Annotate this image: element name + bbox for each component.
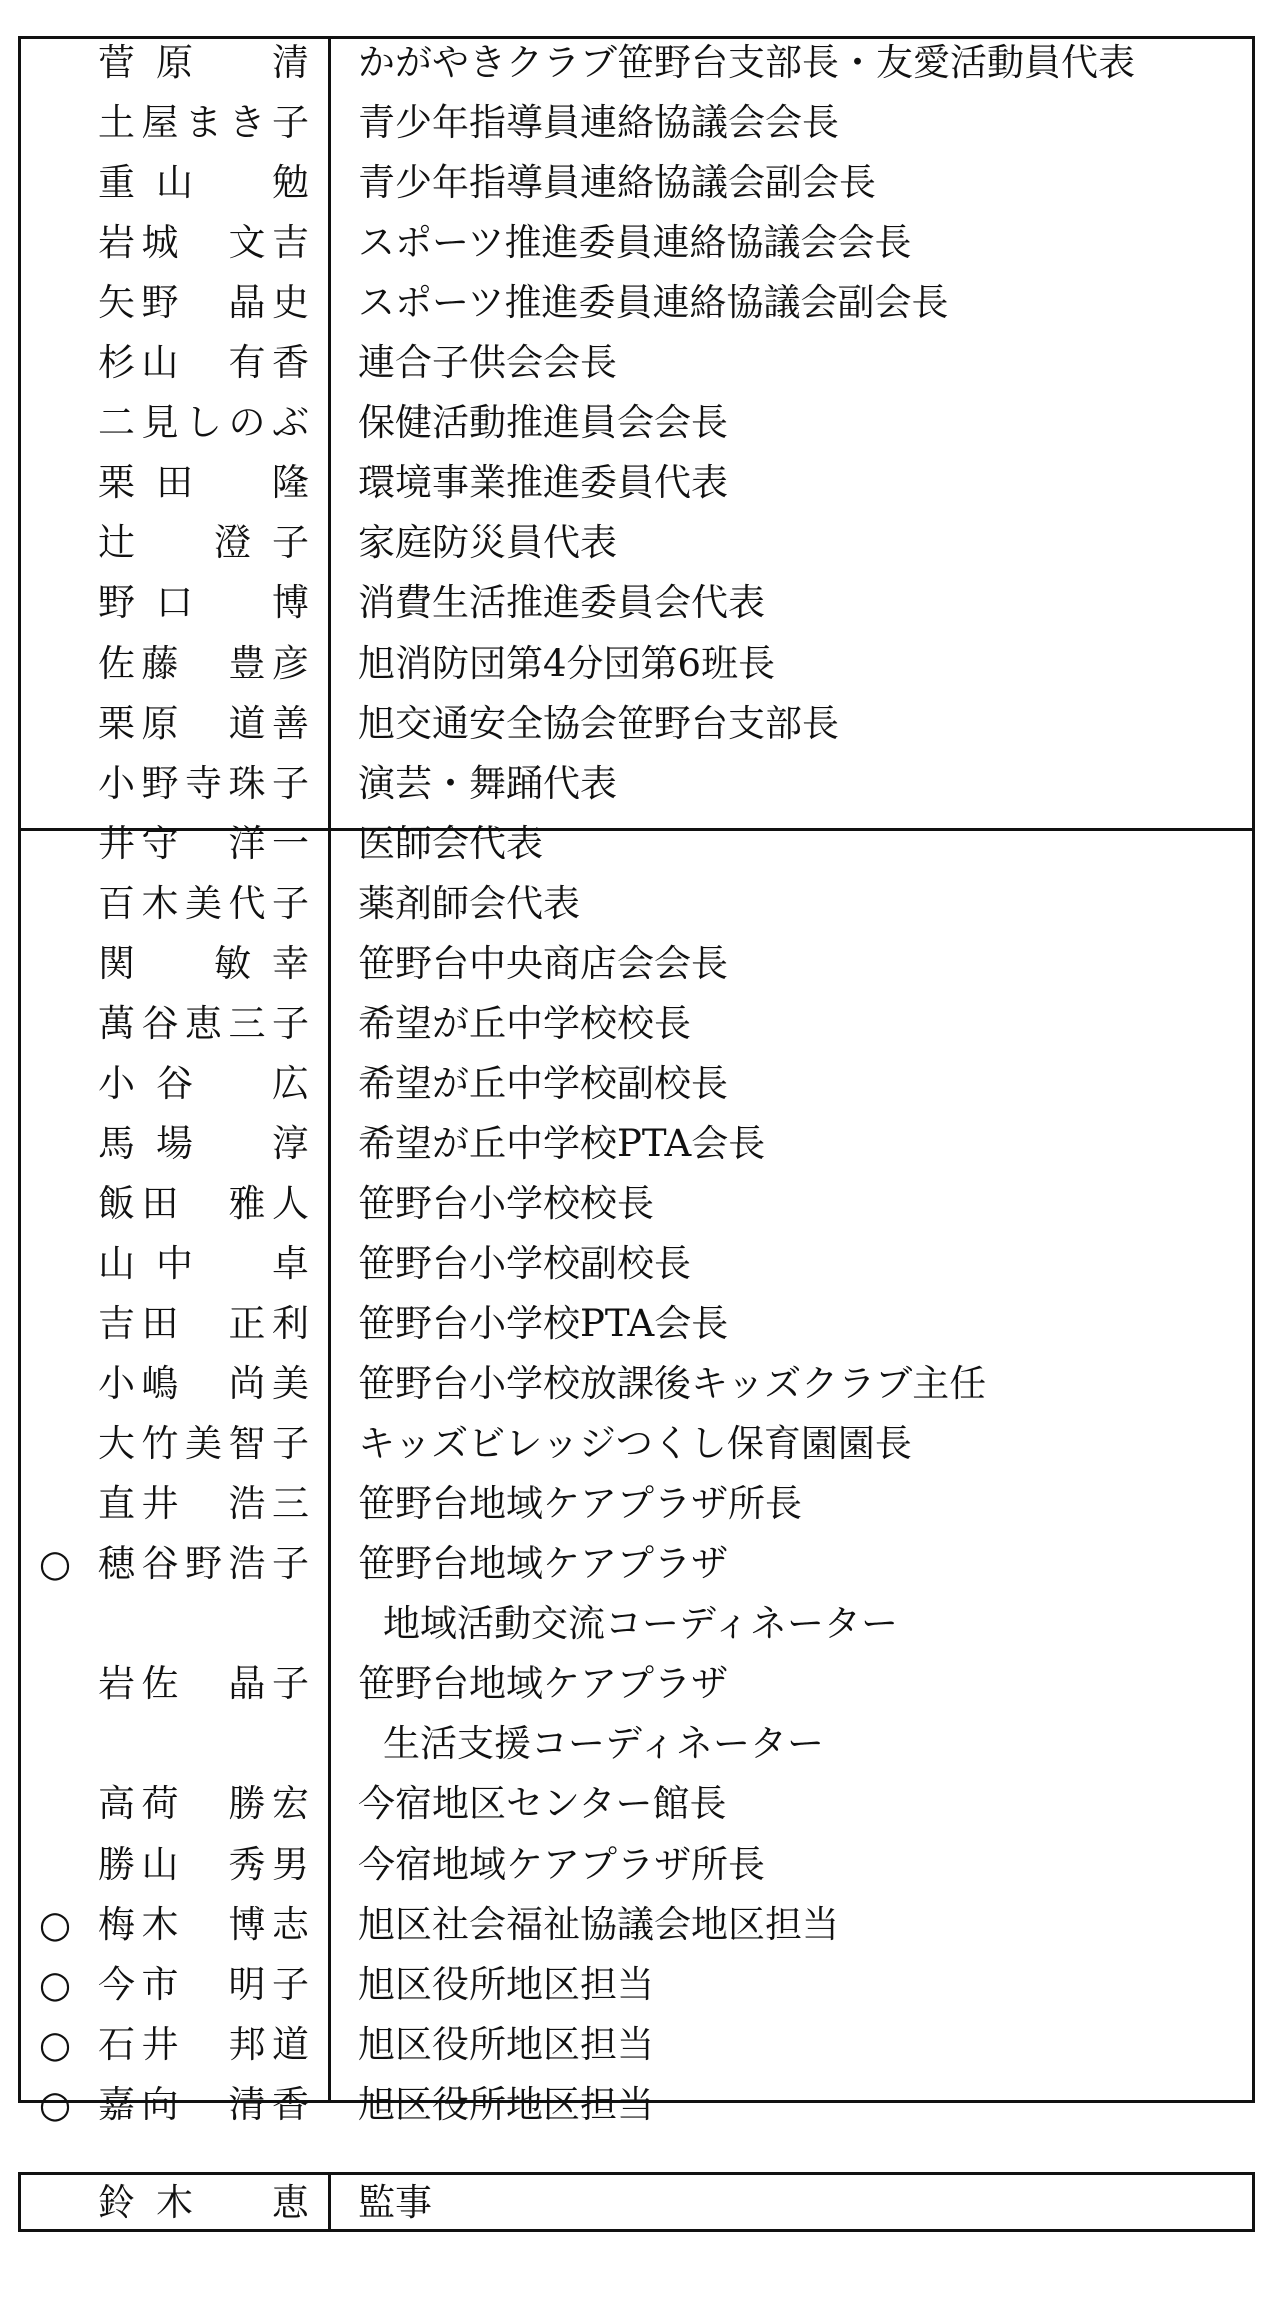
member-role: 演芸・舞踊代表: [358, 761, 617, 805]
table-row: [21, 153, 1252, 213]
member-name: 井守 洋一: [98, 821, 310, 865]
member-name: 関 敏幸: [98, 941, 310, 985]
table-row: [21, 874, 1252, 934]
member-role: 旭交通安全協会笹野台支部長: [358, 701, 839, 745]
member-name: 杉山 有香: [98, 341, 310, 385]
member-name: 吉田 正利: [98, 1302, 310, 1346]
member-role: 青少年指導員連絡協議会副会長: [358, 161, 876, 205]
member-name: 嘉向 清香: [98, 2082, 310, 2126]
table-row: [21, 333, 1252, 393]
member-name: 馬場 淳: [98, 1121, 310, 1165]
member-name: 岩佐 晶子: [98, 1662, 310, 1706]
member-name: 矢野 晶史: [98, 281, 310, 325]
table-row: [21, 1414, 1252, 1474]
auditor-table: [18, 2172, 1255, 2232]
member-name: 小谷 広: [98, 1061, 310, 1105]
table-row: [21, 1594, 1252, 1654]
table-row: [21, 1654, 1252, 1714]
table-row: [21, 1174, 1252, 1234]
member-role: 家庭防災員代表: [358, 521, 617, 565]
member-role: 生活支援コーディネーター: [383, 1722, 825, 1766]
member-role: 環境事業推進委員代表: [358, 461, 728, 505]
member-name: 岩城 文吉: [98, 221, 310, 265]
member-role: キッズビレッジつくし保育園園長: [358, 1422, 912, 1466]
member-role: 旭区役所地区担当: [358, 1962, 654, 2006]
member-role: 希望が丘中学校校長: [358, 1001, 691, 1045]
member-role: 笹野台地域ケアプラザ所長: [358, 1482, 802, 1526]
table-row: [21, 1895, 1252, 1955]
member-role: 青少年指導員連絡協議会会長: [358, 101, 839, 145]
table-row: [21, 93, 1252, 153]
table-row: [21, 1354, 1252, 1414]
member-name: 勝山 秀男: [98, 1842, 310, 1886]
circle-mark: ○: [38, 2082, 72, 2126]
table-row: [21, 1474, 1252, 1534]
member-role: 保健活動推進員会会長: [358, 401, 728, 445]
table-row: [21, 1835, 1252, 1895]
table-row: [21, 1054, 1252, 1114]
member-name: 佐藤 豊彦: [98, 641, 310, 685]
member-role: 笹野台中央商店会会長: [358, 941, 728, 985]
member-role: 笹野台小学校校長: [358, 1181, 654, 1225]
member-role: 笹野台小学校PTA会長: [358, 1302, 729, 1346]
table-row: [21, 1774, 1252, 1834]
circle-mark: ○: [38, 2022, 72, 2066]
member-role: 旭区役所地区担当: [358, 2082, 654, 2126]
member-name: 梅木 博志: [98, 1902, 310, 1946]
circle-mark: ○: [38, 1962, 72, 2006]
circle-mark: ○: [38, 1542, 72, 1586]
table-row: [21, 1534, 1252, 1594]
member-name: 萬谷恵三子: [98, 1001, 310, 1045]
table-row: [21, 393, 1252, 453]
auditor-row: [21, 2173, 1252, 2233]
table-row: [21, 1714, 1252, 1774]
auditor-role: 監事: [358, 2181, 432, 2224]
member-name: 石井 邦道: [98, 2022, 310, 2066]
member-name: 土屋まき子: [98, 101, 310, 145]
member-role: 笹野台小学校副校長: [358, 1242, 691, 1285]
member-name: 今市 明子: [98, 1962, 310, 2006]
table-row: [21, 634, 1252, 694]
member-role: 今宿地域ケアプラザ所長: [358, 1842, 765, 1886]
member-name: 飯田 雅人: [98, 1181, 310, 1225]
table-row: [21, 754, 1252, 814]
table-row: [21, 2075, 1252, 2135]
member-role: 連合子供会会長: [358, 341, 617, 385]
table-row: [21, 513, 1252, 573]
member-role: スポーツ推進委員連絡協議会副会長: [358, 281, 949, 325]
member-name: 栗原 道善: [98, 701, 310, 745]
table-row: [21, 273, 1252, 333]
member-name: 栗田 隆: [98, 461, 310, 505]
member-name: 二見しのぶ: [98, 401, 310, 445]
member-role: 旭消防団第4分団第6班長: [358, 641, 776, 685]
member-role: 旭区役所地区担当: [358, 2022, 654, 2066]
member-name: 高荷 勝宏: [98, 1782, 310, 1826]
member-table: [18, 36, 1255, 2126]
member-name: 穂谷野浩子: [98, 1542, 310, 1586]
member-role: 今宿地区センター館長: [358, 1782, 727, 1826]
member-role: スポーツ推進委員連絡協議会会長: [358, 221, 912, 265]
table-row: [21, 1294, 1252, 1354]
table-row: [21, 694, 1252, 754]
member-role: 地域活動交流コーディネーター: [383, 1602, 899, 1646]
member-name: 百木美代子: [98, 881, 310, 925]
table-row: [21, 1114, 1252, 1174]
member-name: 大竹美智子: [98, 1422, 310, 1466]
member-role: 笹野台小学校放課後キッズクラブ主任: [358, 1362, 987, 1406]
table-row: [21, 2015, 1252, 2075]
table-row: [21, 213, 1252, 273]
auditor-name: 鈴木 恵: [98, 2181, 310, 2224]
member-name: 野口 博: [98, 581, 310, 625]
member-role: 消費生活推進委員会代表: [358, 581, 765, 625]
member-role: 希望が丘中学校副校長: [358, 1061, 728, 1105]
member-name: 小野寺珠子: [98, 761, 310, 805]
member-role: 医師会代表: [358, 821, 543, 865]
table-row: [21, 994, 1252, 1054]
table-row: [21, 814, 1252, 874]
table-row: [21, 1955, 1252, 2015]
table-row: [21, 33, 1252, 93]
member-role: 希望が丘中学校PTA会長: [358, 1121, 766, 1165]
member-name: 重山 勉: [98, 161, 310, 205]
member-name: 山中 卓: [98, 1242, 310, 1285]
table-row: [21, 573, 1252, 633]
member-role: 笹野台地域ケアプラザ: [358, 1542, 728, 1586]
member-role: 旭区社会福祉協議会地区担当: [358, 1902, 839, 1946]
member-name: 小嶋 尚美: [98, 1362, 310, 1406]
member-role: 薬剤師会代表: [358, 881, 580, 925]
member-name: 菅原 清: [98, 41, 310, 84]
member-role: かがやきクラブ笹野台支部長・友愛活動員代表: [358, 41, 1135, 84]
table-row: [21, 934, 1252, 994]
member-role: 笹野台地域ケアプラザ: [358, 1662, 728, 1706]
table-row: [21, 1234, 1252, 1294]
member-name: 直井 浩三: [98, 1482, 310, 1526]
table-row: [21, 453, 1252, 513]
circle-mark: ○: [38, 1902, 72, 1946]
member-name: 辻 澄子: [98, 521, 310, 565]
